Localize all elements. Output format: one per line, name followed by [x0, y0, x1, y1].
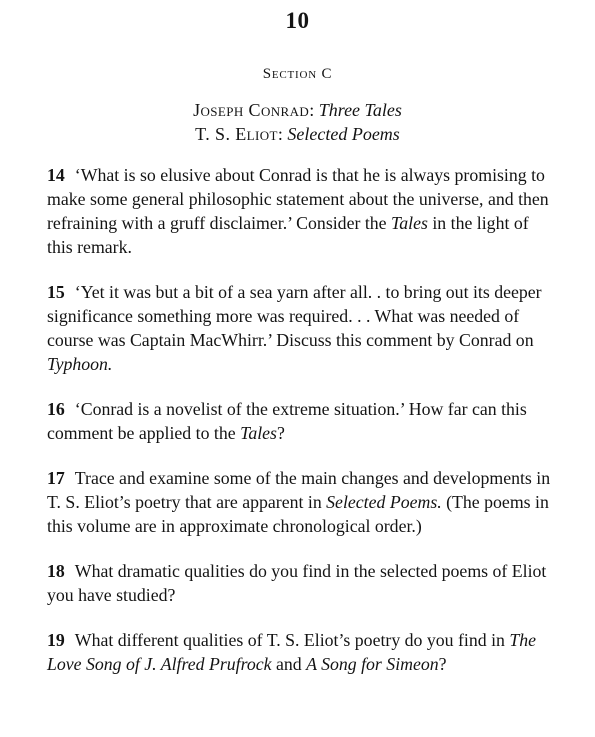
question-italic-title: A Song for Simeon — [306, 654, 439, 674]
question-text: (The poems in this volume are in approximate chronological order.) — [47, 492, 549, 536]
page-number: 10 — [285, 8, 310, 33]
question-text: and — [271, 654, 307, 674]
set-text-separator: : — [277, 124, 288, 144]
set-text-author: T. S. Eliot — [195, 124, 278, 144]
set-text-title: Three Tales — [318, 100, 402, 120]
set-text-author: Joseph Conrad — [193, 100, 310, 120]
question-16 — [47, 397, 557, 445]
question-italic-title: Tales — [240, 423, 277, 443]
question-text: ‘Yet it was but a bit of a sea yarn after all. . to bring out its deeper significance something more was required. . . What was needed of course was Captain MacWhirr.’ Discuss this comment by Conrad on — [47, 282, 542, 350]
set-text-separator: : — [309, 100, 319, 120]
question-number: 15 — [47, 282, 65, 302]
question-19 — [47, 628, 557, 676]
question-text: What different qualities of T. S. Eliot’s poetry do you find in — [74, 630, 510, 650]
question-italic-title: Tales — [391, 213, 428, 233]
question-text: What dramatic qualities do you find in the selected poems of Eliot you have studied? — [47, 561, 547, 605]
question-text: ‘Conrad is a novelist of the extreme situation.’ How far can this comment be applied to the — [47, 399, 527, 443]
question-text: ‘What is so elusive about Conrad is that he is always promising to make some general philosophic statement about the universe, and then refraining with a gruff disclaimer.’ Consider the — [47, 165, 549, 233]
set-texts — [0, 98, 595, 146]
question-number: 19 — [47, 630, 65, 650]
set-text-line — [0, 98, 595, 122]
question-18 — [47, 559, 557, 607]
question-text: in the light of this remark. — [47, 213, 529, 257]
question-number: 18 — [47, 561, 65, 581]
question-list — [47, 163, 557, 697]
question-number: 14 — [47, 165, 65, 185]
set-text-title: Selected Poems — [287, 124, 400, 144]
question-17 — [47, 466, 557, 538]
question-number: 17 — [47, 468, 65, 488]
question-text: Trace and examine some of the main changes and developments in T. S. Eliot’s poetry that are apparent in — [47, 468, 551, 512]
section-title: Section C — [262, 66, 333, 82]
question-text: ? — [438, 654, 447, 674]
question-15 — [47, 280, 557, 376]
question-14 — [47, 163, 557, 259]
question-number: 16 — [47, 399, 65, 419]
question-italic-title: Typhoon. — [47, 354, 113, 374]
question-text: ? — [276, 423, 285, 443]
set-text-line — [0, 122, 595, 146]
question-italic-title: The Love Song of J. Alfred Prufrock — [47, 630, 537, 674]
question-italic-title: Selected Poems. — [326, 492, 442, 512]
